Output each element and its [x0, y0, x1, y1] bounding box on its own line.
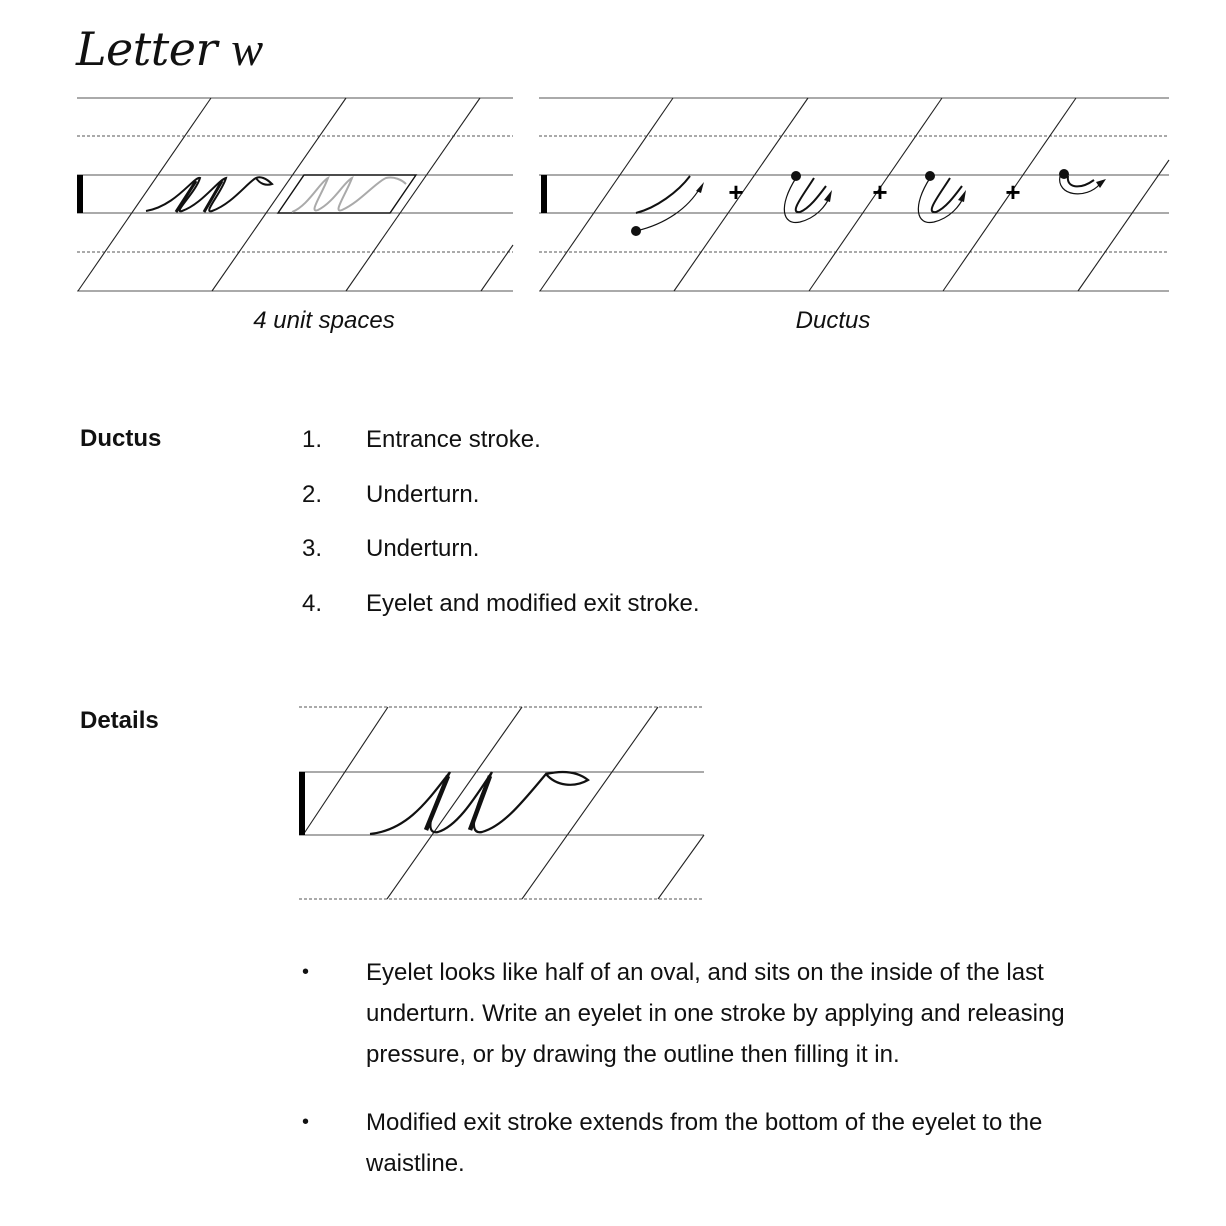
stroke-1-entrance [631, 176, 704, 236]
plus-sign-3: + [1005, 177, 1021, 207]
bullet-marker: • [302, 1111, 310, 1133]
unit-spaces-figure [76, 96, 516, 294]
details-bullets [302, 952, 1112, 1211]
ascender-mark [541, 175, 547, 213]
stroke-3-underturn [918, 171, 966, 223]
step-number: 3. [302, 535, 323, 562]
step-number: 1. [302, 426, 323, 453]
detail-bullet [302, 952, 1112, 1075]
ductus-figure [538, 96, 1172, 294]
ascender-mark [299, 772, 305, 835]
unit-spaces-caption: 4 unit spaces [253, 307, 395, 334]
bullet-marker: • [302, 961, 310, 983]
step-text: Entrance stroke. [366, 426, 541, 453]
details-figure [298, 704, 708, 904]
plus-sign-1: + [728, 177, 744, 207]
bullet-text: Eyelet looks like half of an oval, and sits on the inside of the last underturn. Write an eyelet in one stroke by applying and releasing pressure, or by drawing the outline then filling it in. [366, 959, 1065, 1068]
ascender-mark [77, 175, 83, 213]
letter-w-detail [370, 772, 588, 834]
guideline-grid [539, 98, 1169, 291]
title-glyph: w [231, 23, 263, 76]
stroke-4-eyelet-exit [1059, 169, 1106, 194]
plus-sign-2: + [872, 177, 888, 207]
step-text: Underturn. [366, 480, 480, 508]
letter-w-faded [292, 177, 406, 212]
guideline-grid [77, 98, 513, 291]
step-number: 4. [302, 589, 323, 617]
details-section-label: Details [80, 707, 159, 734]
slant-lines [78, 98, 513, 291]
page-title [76, 20, 263, 79]
step-number: 2. [302, 480, 323, 508]
step-text: Underturn. [366, 535, 480, 562]
ductus-section-label: Ductus [80, 425, 162, 452]
detail-bullet [302, 1102, 1112, 1184]
bullet-text: Modified exit stroke extends from the bottom of the eyelet to the waistline. [366, 1109, 1043, 1177]
slant-lines [540, 98, 1169, 291]
ductus-caption: Ductus [795, 307, 871, 334]
stroke-2-underturn [784, 171, 832, 223]
step-text: Eyelet and modified exit stroke. [366, 589, 700, 617]
title-prefix: Letter [76, 22, 217, 76]
slant-lines [303, 707, 704, 899]
